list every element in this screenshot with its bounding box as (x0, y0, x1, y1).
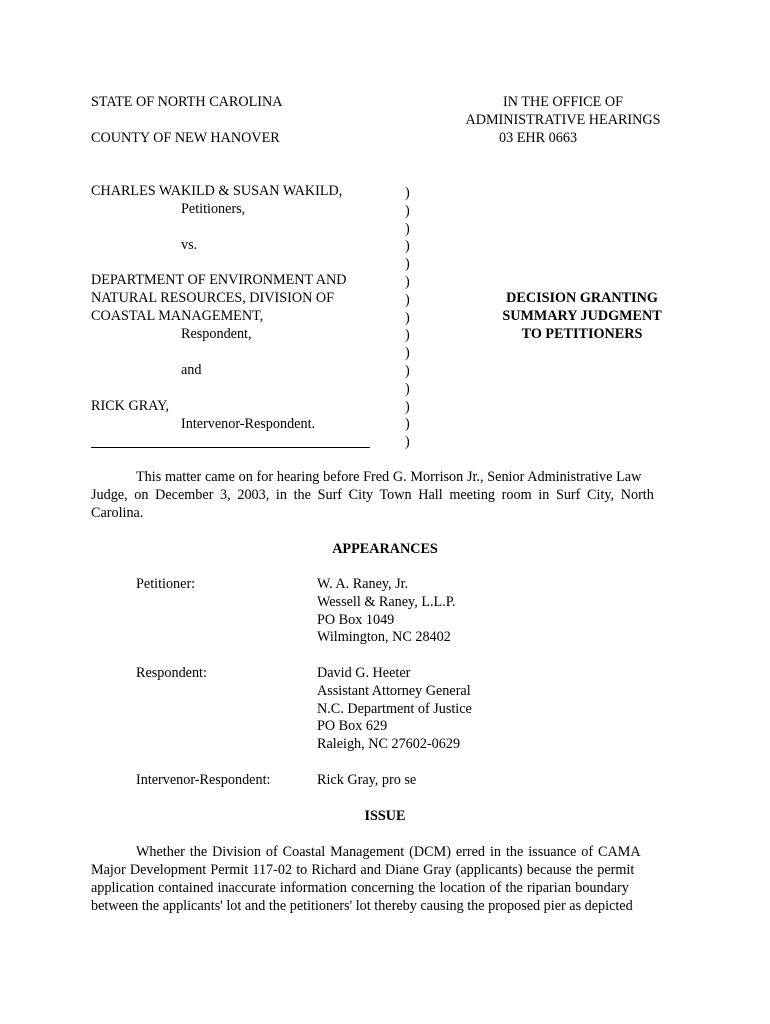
paren: ) (405, 362, 410, 379)
respondent-name-line1: DEPARTMENT OF ENVIRONMENT AND (91, 272, 347, 288)
paren: ) (405, 380, 410, 397)
caption-underline (91, 447, 370, 448)
paren: ) (405, 185, 410, 201)
paren: ) (405, 291, 410, 308)
office-heading-line2: ADMINISTRATIVE HEARINGS (465, 112, 661, 128)
petitioner-counsel-line: Wilmington, NC 28402 (317, 629, 451, 646)
paren: ) (405, 434, 410, 451)
paren: ) (405, 398, 410, 415)
issue-line2: Major Development Permit 117-02 to Richard and Diane Gray (applicants) because the permit (91, 862, 635, 878)
petitioners-name: CHARLES WAKILD & SUSAN WAKILD, (91, 183, 343, 199)
state-heading: STATE OF NORTH CAROLINA (91, 94, 283, 110)
petitioner-counsel-line: PO Box 1049 (317, 611, 395, 628)
issue-heading: ISSUE (364, 808, 406, 824)
intro-line2: Judge, on December 3, 2003, in the Surf City Town Hall meeting room in Surf City, North (91, 487, 654, 503)
decision-title-line3: TO PETITIONERS (521, 326, 643, 342)
and-label: and (181, 362, 202, 378)
county-heading: COUNTY OF NEW HANOVER (91, 130, 280, 146)
paren: ) (405, 327, 410, 344)
decision-title-line1: DECISION GRANTING (506, 290, 658, 306)
paren: ) (405, 238, 410, 255)
intro-line3: Carolina. (91, 505, 144, 521)
respondent-counsel-line: PO Box 629 (317, 718, 388, 735)
paren: ) (405, 345, 410, 362)
case-number: 03 EHR 0663 (499, 130, 578, 146)
petitioner-label: Petitioner: (136, 576, 196, 592)
petitioner-counsel (317, 575, 456, 646)
respondent-counsel-line: N.C. Department of Justice (317, 700, 472, 717)
petitioners-role: Petitioners, (181, 201, 246, 217)
respondent-counsel-line: David G. Heeter (317, 665, 411, 681)
paren: ) (405, 309, 410, 326)
paren: ) (405, 256, 410, 273)
respondent-name-line2: NATURAL RESOURCES, DIVISION OF (91, 290, 335, 306)
caption-paren-column (405, 184, 415, 451)
paren: ) (405, 220, 410, 237)
intervenor-role: Intervenor-Respondent. (181, 416, 316, 432)
intervenor-label: Intervenor-Respondent: (136, 772, 271, 788)
respondent-role: Respondent, (181, 326, 252, 342)
petitioner-counsel-line: Wessell & Raney, L.L.P. (317, 593, 456, 610)
respondent-label: Respondent: (136, 665, 207, 681)
issue-line3: application contained inaccurate information concerning the location of the riparian boundary (91, 880, 629, 896)
paren: ) (405, 416, 410, 433)
intro-line1: This matter came on for hearing before Fred G. Morrison Jr., Senior Administrative Law (136, 469, 642, 485)
paren: ) (405, 202, 410, 219)
respondent-counsel-line: Assistant Attorney General (317, 682, 471, 699)
paren: ) (405, 273, 410, 290)
decision-title-line2: SUMMARY JUDGMENT (502, 308, 662, 324)
issue-line1: Whether the Division of Coastal Management (DCM) erred in the issuance of CAMA (136, 844, 641, 860)
appearances-heading: APPEARANCES (332, 541, 438, 557)
office-heading-line1: IN THE OFFICE OF (503, 94, 623, 110)
respondent-counsel-line: Raleigh, NC 27602-0629 (317, 736, 461, 753)
versus-label: vs. (181, 237, 198, 253)
respondent-name-line3: COASTAL MANAGEMENT, (91, 308, 264, 324)
petitioner-counsel-line: W. A. Raney, Jr. (317, 576, 409, 592)
intervenor-counsel: Rick Gray, pro se (317, 772, 417, 788)
intervenor-name: RICK GRAY, (91, 398, 170, 414)
issue-line4: between the applicants' lot and the petitioners' lot thereby causing the proposed pier as depicted (91, 898, 633, 914)
respondent-counsel (317, 664, 472, 753)
